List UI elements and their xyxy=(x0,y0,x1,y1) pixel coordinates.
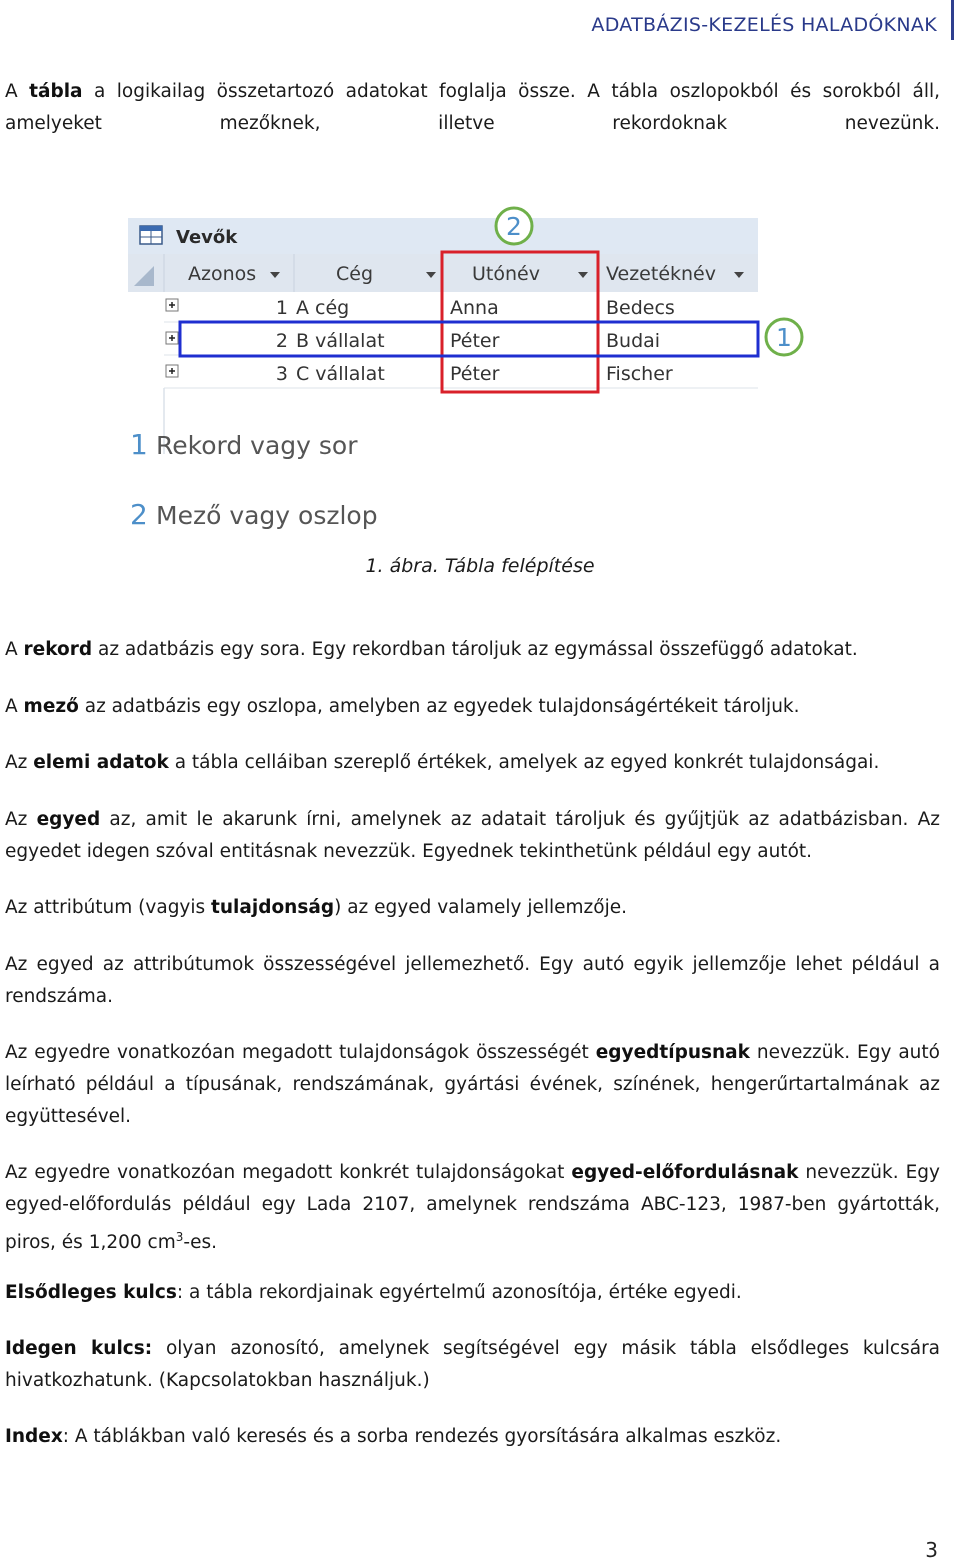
table-structure-figure xyxy=(120,182,826,538)
column-label: Utónév xyxy=(472,263,540,285)
cell-utonev: Péter xyxy=(450,330,500,352)
intro-prefix: A xyxy=(5,81,30,102)
badge-2 xyxy=(496,208,532,244)
paragraph-rekord: A rekord az adatbázis egy sora. Egy rekordban tároljuk az egymással összefüggő adatokat. xyxy=(5,639,858,660)
term-tulajdonsag: tulajdonság xyxy=(211,897,335,918)
expand-plus-icon[interactable] xyxy=(166,332,178,344)
expand-plus-icon[interactable] xyxy=(166,365,178,377)
term-egyedtipus: egyedtípusnak xyxy=(595,1042,750,1063)
paragraph-attributum: Az attribútum (vagyis tulajdonság) az egyed valamely jellemzője. xyxy=(5,897,627,918)
page-number: 3 xyxy=(925,1538,938,1562)
header-title: ADATBÁZIS-KEZELÉS HALADÓKNAK xyxy=(591,14,937,36)
paragraph-egyedtipus: Az egyedre vonatkozóan megadott tulajdonságok összességét egyedtípusnak nevezzük. Egy autó leírható például a típusának, rendszámának, gyártási évének, színének, hengerűrtartalmának az együttesével. xyxy=(5,1042,940,1127)
table-icon xyxy=(140,226,162,244)
figure-caption: 1. ábra. Tábla felépítése xyxy=(365,555,595,577)
legend-number: 2 xyxy=(130,498,148,531)
legend-text: Rekord vagy sor xyxy=(156,431,358,460)
svg-text:2: 2 xyxy=(506,212,522,241)
column-label: Azonos xyxy=(188,263,257,285)
column-label: Cég xyxy=(336,263,374,285)
badge-1 xyxy=(766,319,802,355)
cell-utonev: Anna xyxy=(450,297,499,319)
legend-text: Mező vagy oszlop xyxy=(156,501,378,530)
term-rekord: rekord xyxy=(23,639,93,660)
column-label: Vezetéknév xyxy=(606,263,716,285)
term-egyed: egyed xyxy=(36,809,101,830)
term-egyed-elofordulas: egyed-előfordulásnak xyxy=(571,1162,799,1183)
term-tabla: tábla xyxy=(29,81,83,102)
term-elsodleges-kulcs: Elsődleges kulcs xyxy=(5,1282,177,1303)
term-idegen-kulcs: Idegen kulcs: xyxy=(5,1338,153,1359)
cell-ceg: A cég xyxy=(296,297,350,319)
paragraph-mezo: A mező az adatbázis egy oszlopa, amelyben az egyedek tulajdonságértékeit tároljuk. xyxy=(5,696,800,717)
intro-rest: a logikailag összetartozó adatokat foglalja össze. A tábla oszlopokból és sorokból áll, amelyeket mezőknek, illetve rekordoknak nevezünk. xyxy=(5,81,940,134)
cell-vezeteknev: Budai xyxy=(606,330,661,352)
paragraph-jellemezheto: Az egyed az attribútumok összességével jellemezhető. Egy autó egyik jellemzője lehet például a rendszáma. xyxy=(5,954,940,1007)
legend-number: 1 xyxy=(130,428,148,461)
table-name: Vevők xyxy=(176,227,238,248)
paragraph-elsodleges-kulcs: Elsődleges kulcs: a tábla rekordjainak egyértelmű azonosítója, értéke egyedi. xyxy=(5,1282,742,1303)
figure-svg xyxy=(120,182,826,538)
paragraph-elemi-adatok: Az elemi adatok a tábla celláiban szereplő értékek, amelyek az egyed konkrét tulajdonságai. xyxy=(5,752,880,773)
page-header xyxy=(0,0,954,40)
cell-utonev: Péter xyxy=(450,363,500,385)
svg-text:1: 1 xyxy=(776,323,792,352)
cell-vezeteknev: Fischer xyxy=(606,363,673,385)
cell-id: 2 xyxy=(275,330,288,352)
cell-id: 3 xyxy=(275,363,288,385)
term-index: Index xyxy=(5,1426,63,1447)
term-mezo: mező xyxy=(23,696,79,717)
paragraph-egyed: Az egyed az, amit le akarunk írni, amelynek az adatait tároljuk és gyűjtjük az adatbázisban. Az egyedet idegen szóval entitásnak nevezzük. Egyednek tekinthetünk például egy autót. xyxy=(5,809,940,862)
cell-vezeteknev: Bedecs xyxy=(606,297,675,319)
cell-ceg: B vállalat xyxy=(296,330,385,352)
cell-ceg: C vállalat xyxy=(296,363,385,385)
paragraph-index: Index: A táblákban való keresés és a sorba rendezés gyorsítására alkalmas eszköz. xyxy=(5,1426,782,1447)
cell-id: 1 xyxy=(275,297,288,319)
expand-plus-icon[interactable] xyxy=(166,299,178,311)
paragraph-idegen-kulcs: Idegen kulcs: olyan azonosító, amelynek segítségével egy másik tábla elsődleges kulcsára hivatkozhatunk. (Kapcsolatokban használjuk.) xyxy=(5,1338,941,1391)
legend-item-field xyxy=(130,498,378,531)
legend-item-record xyxy=(130,428,358,461)
intro-paragraph xyxy=(5,76,940,140)
paragraph-egyed-elofordulas: Az egyedre vonatkozóan megadott konkrét tulajdonságokat egyed-előfordulásnak nevezzük. Egy egyed-előfordulás például egy Lada 2107, amelynek rendszáma ABC-123, 1987-ben gyártották, piros, és 1,200 $cm^3-es$. xyxy=(5,1162,940,1254)
term-elemi-adatok: elemi adatok xyxy=(33,752,169,773)
